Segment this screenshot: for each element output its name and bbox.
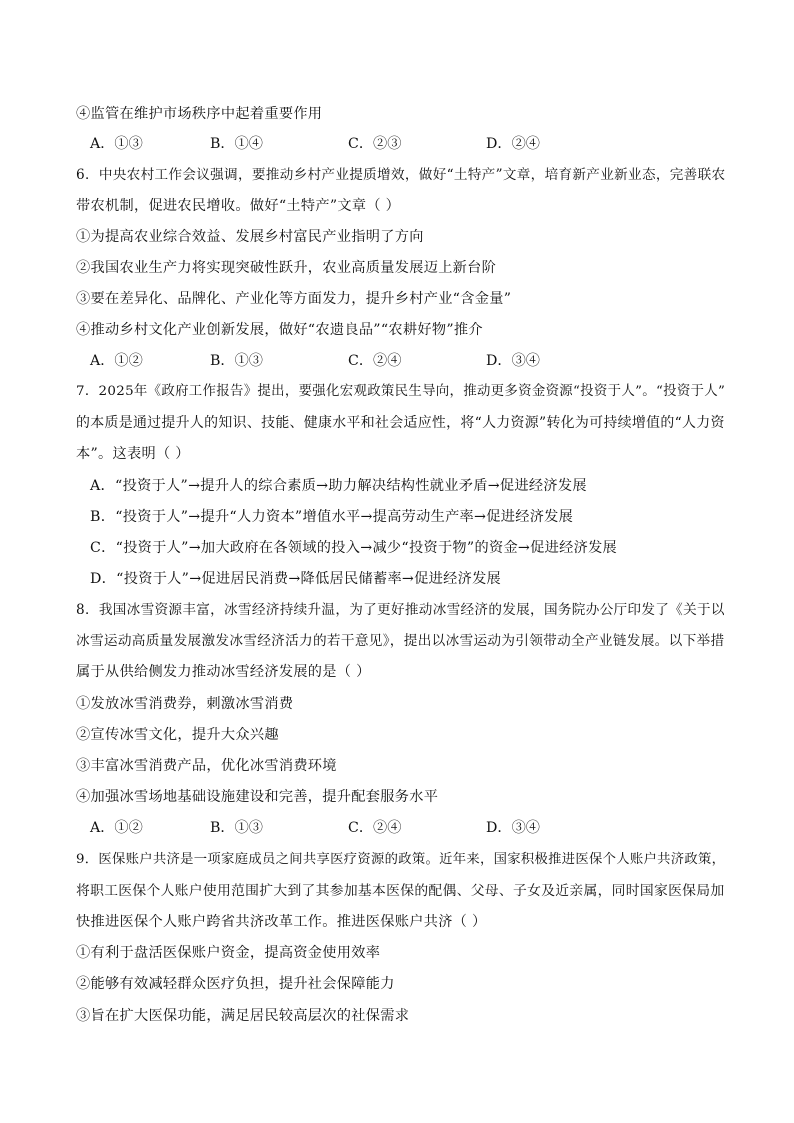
q8-item-4: ④加强冰雪场地基础设施建设和完善，提升配套服务水平 <box>76 789 439 805</box>
q6-stem-line1: 6．中央农村工作会议强调，要推动乡村产业提质增效，做好“土特产”文章，培育新产业新业态，完善联农 <box>76 167 726 183</box>
q8-item-2: ②宣传冰雪文化，提升大众兴趣 <box>76 727 279 743</box>
q7-option-a[interactable]: A．“投资于人”→提升人的综合素质→助力解决结构性就业矛盾→促进经济发展 <box>90 478 587 494</box>
q6-option-a[interactable]: A．①② <box>90 353 143 369</box>
q8-item-3: ③丰富冰雪消费产品，优化冰雪消费环境 <box>76 758 337 774</box>
q9-item-2: ②能够有效减轻群众医疗负担，提升社会保障能力 <box>76 976 395 992</box>
q8-option-a[interactable]: A．①② <box>90 820 143 836</box>
q5-option-d[interactable]: D．②④ <box>486 136 540 152</box>
q5-option-c[interactable]: C．②③ <box>348 136 402 152</box>
q8-option-b[interactable]: B．①③ <box>210 820 263 836</box>
q8-stem-line1: 8．我国冰雪资源丰富，冰雪经济持续升温，为了更好推动冰雪经济的发展，国务院办公厅印发了《关于以 <box>76 602 725 618</box>
q5-option-b[interactable]: B．①④ <box>210 136 263 152</box>
q7-stem-line1: 7．2025年《政府工作报告》提出，要强化宏观政策民生导向，推动更多资金资源“投资于人”。“投资于人” <box>76 384 726 399</box>
q6-item-2: ②我国农业生产力将实现突破性跃升，农业高质量发展迈上新台阶 <box>76 260 497 276</box>
q9-stem-line2: 将职工医保个人账户使用范围扩大到了其参加基本医保的配偶、父母、子女及近亲属，同时国家医保局加 <box>76 883 725 899</box>
q7-stem-line2: 的本质是通过提升人的知识、技能、健康水平和社会适应性，将“人力资源”转化为可持续增值的“人力资 <box>76 415 725 431</box>
q8-option-c[interactable]: C．②④ <box>348 820 402 836</box>
q6-option-c[interactable]: C．②④ <box>348 353 402 369</box>
q6-option-d[interactable]: D．③④ <box>486 353 540 369</box>
q9-stem-line3: 快推进医保个人账户跨省共济改革工作。推进医保账户共济（ ） <box>76 914 487 930</box>
q6-item-3: ③要在差异化、品牌化、产业化等方面发力，提升乡村产业“含金量” <box>76 291 512 307</box>
q5-item-4: ④监管在维护市场秩序中起着重要作用 <box>76 106 323 122</box>
q6-item-4: ④推动乡村文化产业创新发展，做好“农遗良品”“农耕好物”推介 <box>76 322 483 338</box>
q9-item-1: ①有利于盘活医保账户资金，提高资金使用效率 <box>76 945 381 961</box>
q8-item-1: ①发放冰雪消费券，刺激冰雪消费 <box>76 696 294 712</box>
q6-stem-line2: 带农机制，促进农民增收。做好“土特产”文章（ ） <box>76 198 401 214</box>
q9-item-3: ③旨在扩大医保功能，满足居民较高层次的社保需求 <box>76 1008 410 1024</box>
q8-stem-line2: 冰雪运动高质量发展激发冰雪经济活力的若干意见》，提出以冰雪运动为引领带动全产业链发展。以下举措 <box>76 633 725 649</box>
q8-stem-line3: 属于从供给侧发力推动冰雪经济发展的是（ ） <box>76 664 371 680</box>
q5-option-a[interactable]: A．①③ <box>90 136 143 152</box>
q6-item-1: ①为提高农业综合效益、发展乡村富民产业指明了方向 <box>76 229 424 245</box>
q9-stem-line1: 9．医保账户共济是一项家庭成员之间共享医疗资源的政策。近年来，国家积极推进医保个人账户共济政策， <box>76 852 726 867</box>
q7-option-d[interactable]: D．“投资于人”→促进居民消费→降低居民储蓄率→促进经济发展 <box>90 571 502 587</box>
q7-option-b[interactable]: B．“投资于人”→提升“人力资本”增值水平→提高劳动生产率→促进经济发展 <box>90 509 574 525</box>
q6-option-b[interactable]: B．①③ <box>210 353 263 369</box>
q7-stem-line3: 本”。这表明（ ） <box>76 446 190 462</box>
q8-option-d[interactable]: D．③④ <box>486 820 540 836</box>
q7-option-c[interactable]: C．“投资于人”→加大政府在各领域的投入→减少“投资于物”的资金→促进经济发展 <box>90 540 618 556</box>
